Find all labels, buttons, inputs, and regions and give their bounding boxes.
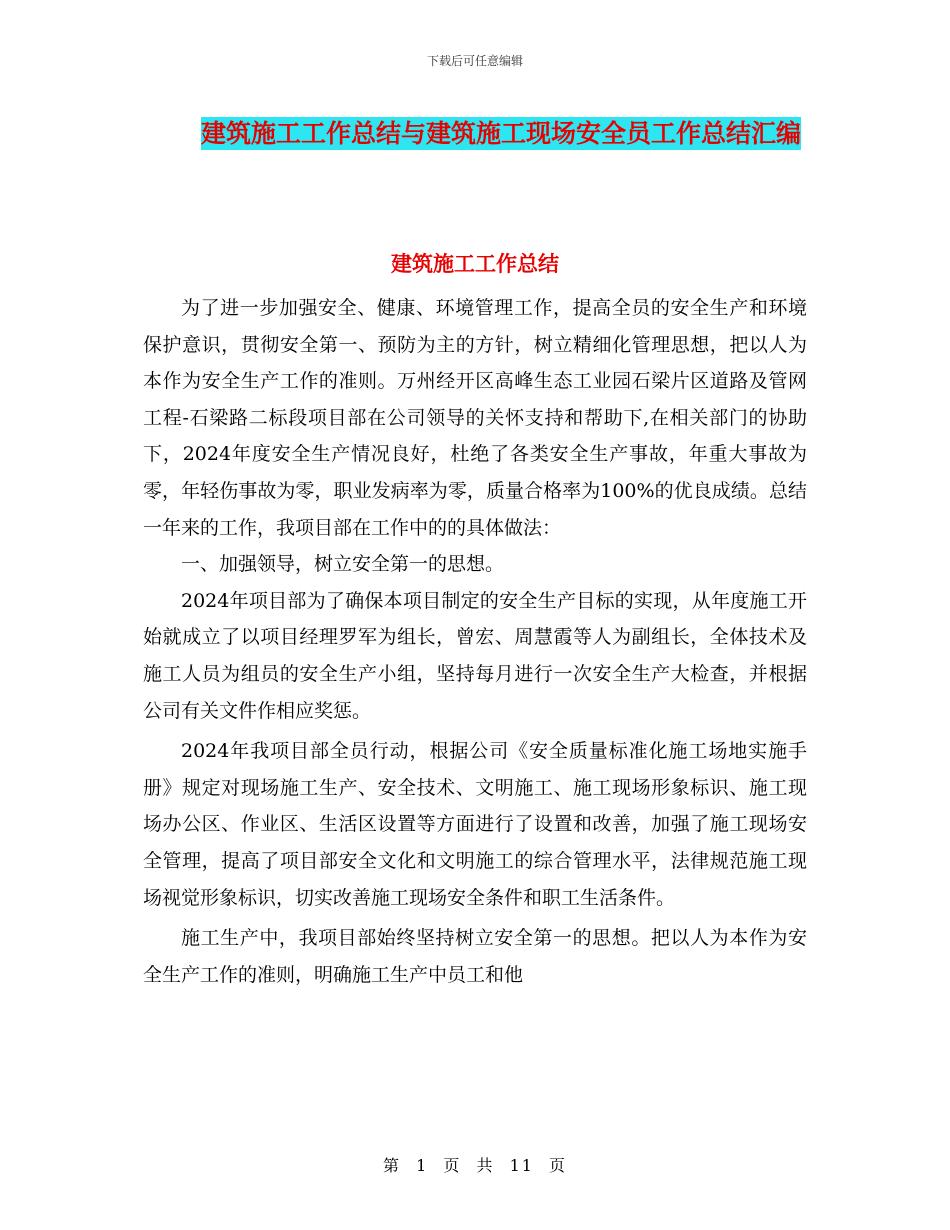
body-text [143, 290, 807, 993]
footer-prefix: 第 [382, 1156, 401, 1175]
paragraph: 为了进一步加强安全、健康、环境管理工作，提高全员的安全生产和环境保护意识，贯彻安全第一、预防为主的方针，树立精细化管理思想，把以人为本作为安全生产工作的准则。万州经开区高峰生态工业园石梁片区道路及管网工程-石梁路二标段项目部在公司领导的关怀支持和帮助下,在相关部门的协助下，2024年度安全生产情况良好，杜绝了各类安全生产事故，年重大事故为零，年轻伤事故为零，职业发病率为零，质量合格率为100%的优良成绩。总结一年来的工作，我项目部在工作中的的具体做法： [143, 297, 807, 539]
paragraph: 施工生产中，我项目部始终坚持树立安全第一的思想。把以人为本作为安全生产工作的准则，明确施工生产中员工和他 [143, 927, 807, 986]
section-title: 建筑施工工作总结 [391, 251, 559, 276]
footer-page-number: 1 [416, 1156, 429, 1175]
document-title [196, 111, 806, 157]
footer-mid: 页 [443, 1156, 462, 1175]
paragraph: 一、加强领导，树立安全第一的思想。 [181, 553, 505, 576]
paragraph: 2024年项目部为了确保本项目制定的安全生产目标的实现，从年度施工开始就成立了以项目经理罗军为组长，曾宏、周慧霞等人为副组长，全体技术及施工人员为组员的安全生产小组，坚持每月进行一次安全生产大检查，并根据公司有关文件作相应奖惩。 [143, 589, 807, 722]
paragraph: 2024年我项目部全员行动，根据公司《安全质量标准化施工场地实施手册》规定对现场施工生产、安全技术、文明施工、施工现场形象标识、施工现场办公区、作业区、生活区设置等方面进行了设置和改善，加强了施工现场安全管理，提高了项目部安全文化和文明施工的综合管理水平，法律规范施工现场视觉形象标识，切实改善施工现场安全条件和职工生活条件。 [143, 740, 807, 909]
document-title-text: 建筑施工工作总结与建筑施工现场安全员工作总结汇编 [200, 119, 801, 148]
footer-total-pages: 11 [509, 1156, 534, 1175]
page-footer [0, 1153, 950, 1176]
footer-total-prefix: 共 [476, 1156, 495, 1175]
footer-suffix: 页 [549, 1156, 568, 1175]
header-note: 下载后可任意编辑 [426, 54, 523, 68]
